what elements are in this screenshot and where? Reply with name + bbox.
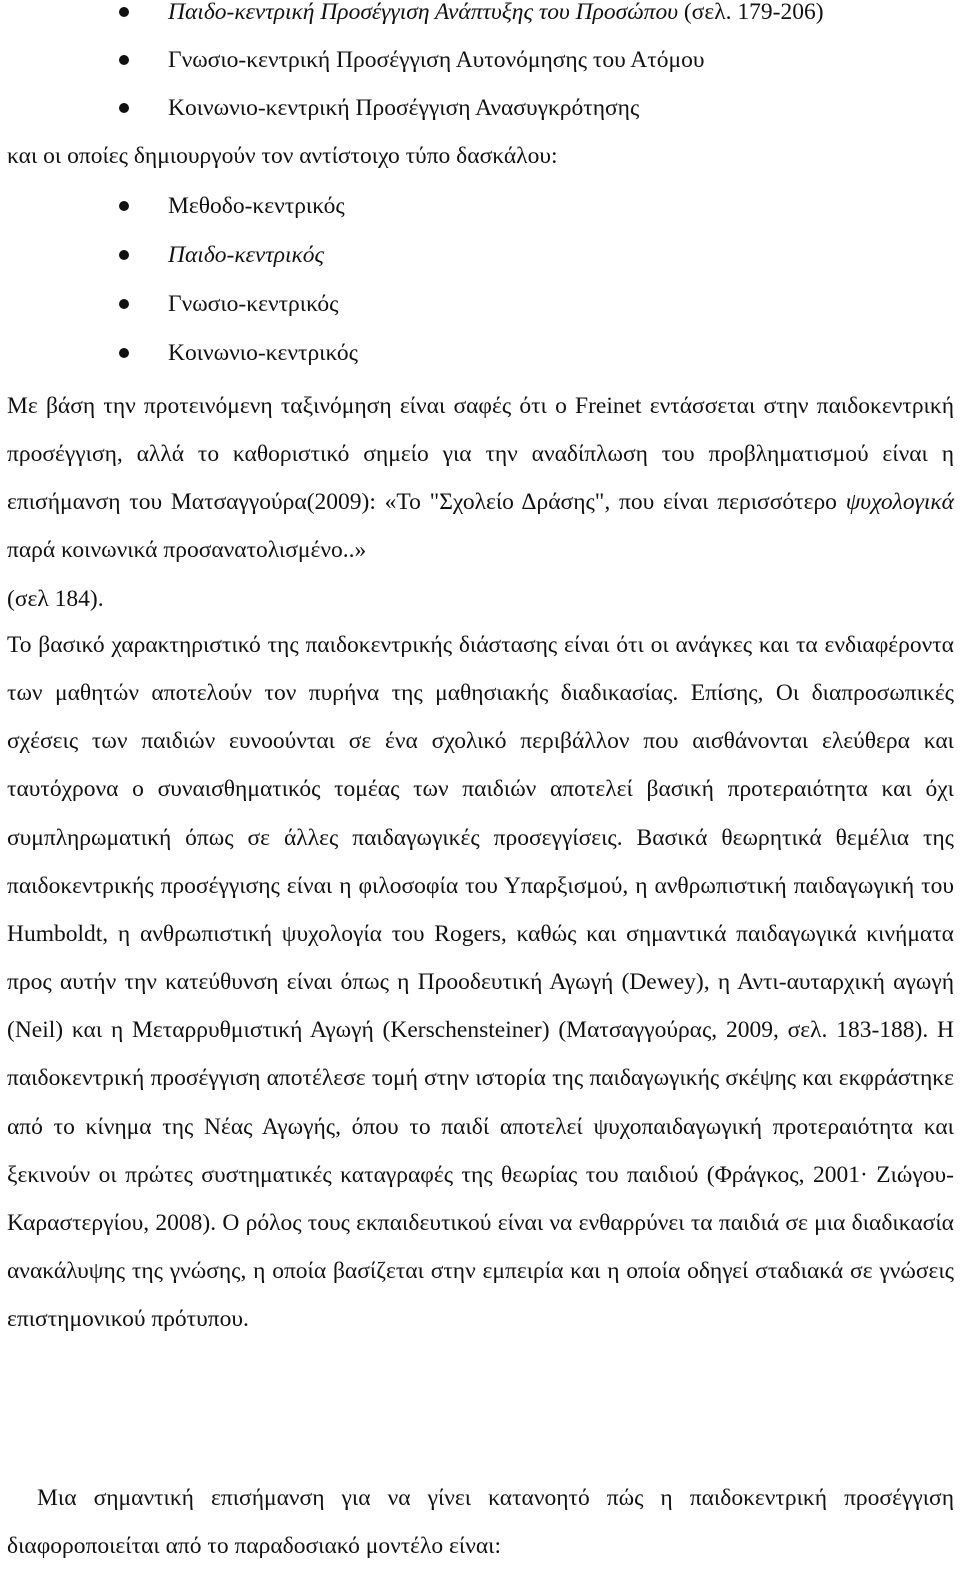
bullet-icon xyxy=(119,348,129,358)
bullet-item xyxy=(0,280,960,328)
intro-line: και οι οποίες δημιουργούν τον αντίστοιχο τύπο δασκάλου: xyxy=(7,143,558,169)
bullet-text: Γνωσιο-κεντρική Προσέγγιση Αυτονόμησης του Ατόμου xyxy=(168,47,705,73)
bullet-item xyxy=(0,0,960,36)
bullet-icon xyxy=(119,55,129,65)
emphasis-text: ψυχολογικά xyxy=(845,489,954,516)
bullet-icon xyxy=(119,7,129,17)
bullet-text: Παιδο-κεντρικός xyxy=(168,242,325,268)
bullet-icon xyxy=(119,103,129,113)
bullet-text: Κοινωνιο-κεντρική Προσέγγιση Ανασυγκρότησης xyxy=(168,95,640,121)
bullet-item xyxy=(0,231,960,279)
bullet-icon xyxy=(119,299,129,309)
paragraph-child-centered: Το βασικό χαρακτηριστικό της παιδοκεντρικής διάστασης είναι ότι οι ανάγκες και τα ενδιαφέροντα των μαθητών αποτελούν τον πυρήνα της μαθησιακής διαδικασίας. Επίσης, Οι διαπροσωπικές σχέσεις των παιδιών ευνοούνται σε ένα σχολικό περιβάλλον που αισθάνονται ελεύθερα και ταυτόχρονα ο συναισθηματικός τομέας των παιδιών αποτελεί βασική προτεραιότητα και όχι συμπληρωματική όπως σε άλλες παιδαγωγικές προσεγγίσεις. Βασικά θεωρητικά θεμέλια της παιδοκεντρικής προσέγγισης είναι η φιλοσοφία του Υπαρξισμού, η ανθρωπιστική παιδαγωγική του Humboldt, η ανθρωπιστική ψυχολογία του Rogers, καθώς και σημαντικά παιδαγωγικά κινήματα προς αυτήν την κατεύθυνση είναι όπως η Προοδευτική Αγωγή (Dewey), η Αντι-αυταρχική αγωγή (Neil) και η Μεταρρυθμιστική Αγωγή (Kerschensteiner) (Ματσαγγούρας, 2009, σελ. 183-188). Η παιδοκεντρική προσέγγιση αποτέλεσε τομή στην ιστορία της παιδαγωγικής σκέψης και εκφράστηκε από το κίνημα της Νέας Αγωγής, όπου το παιδί αποτελεί ψυχοπαιδαγωγική προτεραιότητα και ξεκινούν οι πρώτες συστηματικές καταγραφές της θεωρίας του παιδιού (Φράγκος, 2001· Ζιώγου-Καραστεργίου, 2008). Ο ρόλος τους εκπαιδευτικού είναι να ενθαρρύνει τα παιδιά σε μια διαδικασία ανακάλυψης της γνώσης, η οποία βασίζεται στην εμπειρία και η οποία οδηγεί σταδιακά σε γνώσεις επιστημονικού πρότυπου. xyxy=(7,632,954,1333)
bullet-item xyxy=(0,329,960,377)
bullet-item xyxy=(0,36,960,84)
bullet-text: Μεθοδο-κεντρικός xyxy=(168,193,345,219)
bullet-item xyxy=(0,84,960,132)
bullet-text: Κοινωνιο-κεντρικός xyxy=(168,340,358,366)
paragraph-remark: Μια σημαντική επισήμανση για να γίνει κατανοητό πώς η παιδοκεντρική προσέγγιση διαφοροποιείται από το παραδοσιακό μοντέλο είναι: xyxy=(7,1485,954,1560)
paragraph-page-ref: (σελ 184). xyxy=(7,586,104,612)
bullet-icon xyxy=(119,250,129,260)
bullet-item xyxy=(0,182,960,230)
bullet-text: Γνωσιο-κεντρικός xyxy=(168,291,339,317)
paragraph-freinet: Με βάση την προτεινόμενη ταξινόμηση είναι σαφές ότι ο Freinet εντάσσεται στην παιδοκεντρική προσέγγιση, αλλά το καθοριστικό σημείο για την αναδίπλωση του προβληματισμού είναι η επισήμανση του Ματσαγγούρα(2009): «Το "Σχολείο Δράσης", που είναι περισσότερο ψυχολογικά παρά κοινωνικά προσανατολισμένο..» xyxy=(7,393,954,564)
bullet-icon xyxy=(119,201,129,211)
bullet-text: Παιδο-κεντρική Προσέγγιση Ανάπτυξης του Προσώπου (σελ. 179-206) xyxy=(168,0,824,25)
